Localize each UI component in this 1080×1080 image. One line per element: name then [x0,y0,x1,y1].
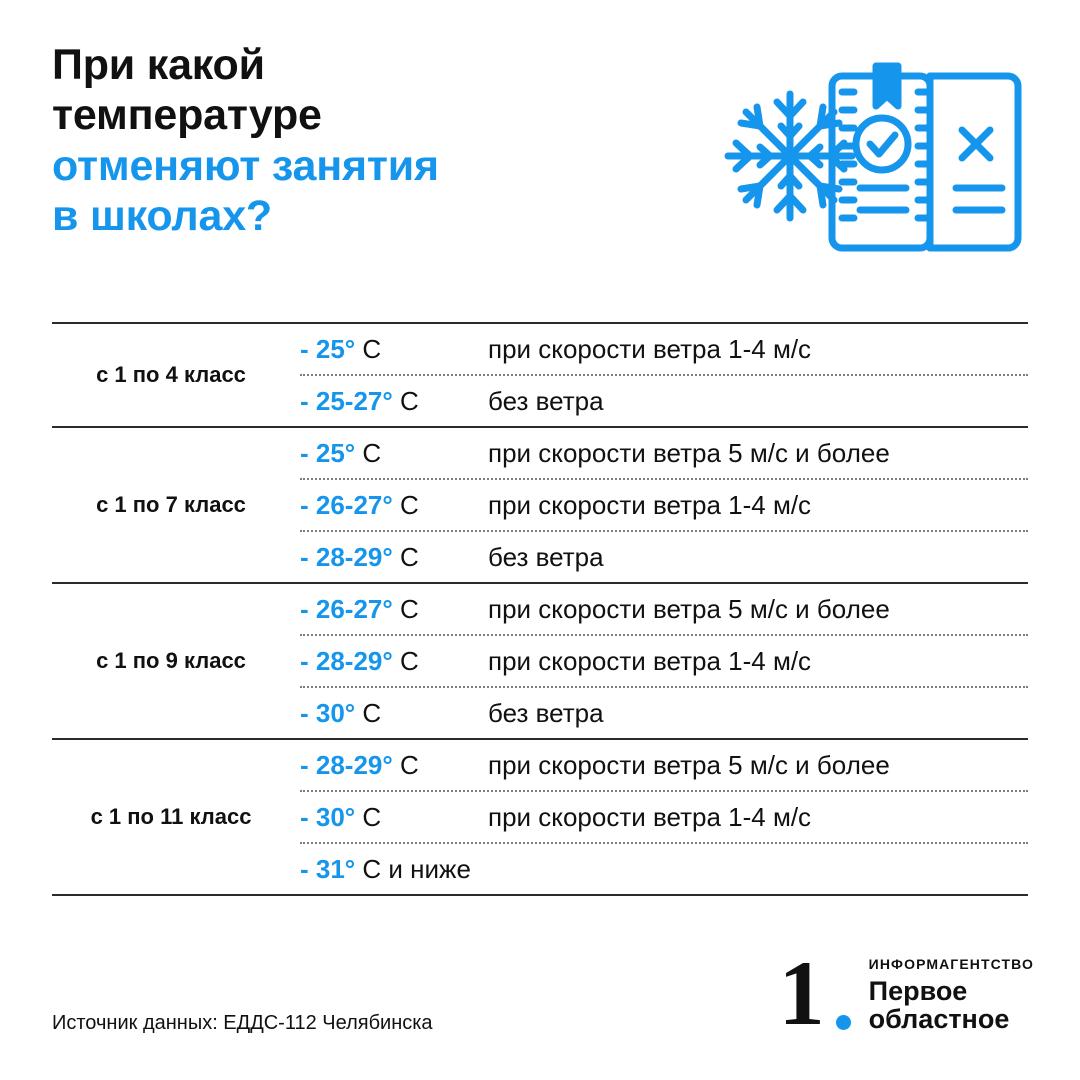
snowflake-and-journal-icon [712,28,1042,263]
table-group [52,738,1028,896]
conditions-list [300,740,1028,894]
condition-row [300,324,1028,374]
grade-label: с 1 по 9 класс [96,648,246,673]
condition-row [300,478,1028,530]
grade-label: с 1 по 11 класс [90,804,252,829]
title-line-3: отменяют занятия [52,141,439,190]
logo-numeral-mark [778,942,853,1044]
title-line-2: температуре [52,91,322,140]
temperature-value: - 28-29° С [300,645,419,676]
temperature-value: - 30° С [300,697,382,728]
table-row [52,584,1028,738]
temperature-value: - 25° С [300,437,382,468]
condition-row [300,584,1028,634]
logo-wordmark [869,956,1034,1036]
grade-label: с 1 по 4 класс [96,362,246,387]
temperature-value: - 26-27° С [300,593,419,624]
condition-text: при скорости ветра 1-4 м/с [488,489,812,520]
condition-row [300,740,1028,790]
temperature-value: - 28-29° С [300,749,419,780]
logo-kicker: ИНФОРМАГЕНТСТВО [868,955,1034,972]
table-group [52,426,1028,582]
condition-text: без ветра [488,541,604,572]
source-note: Источник данных: ЕДДС-112 Челябинска [52,1012,433,1034]
page-title [52,40,692,241]
temperature-value: - 30° С [300,801,382,832]
condition-row [300,530,1028,582]
temperature-table [52,322,1028,896]
logo-dot-icon [836,1015,851,1030]
condition-text: без ветра [488,385,604,416]
condition-text: при скорости ветра 1-4 м/с [488,645,812,676]
condition-row [300,374,1028,426]
table-row [52,428,1028,582]
temperature-value: - 26-27° С [300,489,419,520]
conditions-list [300,324,1028,426]
grade-label: с 1 по 7 класс [96,492,246,517]
temperature-value: - 28-29° С [300,541,419,572]
table-group [52,322,1028,426]
condition-text: без ветра [488,697,604,728]
table-row [52,324,1028,426]
condition-row [300,842,1028,894]
condition-row [300,686,1028,738]
temperature-value: - 31° С и ниже [300,853,471,884]
condition-row [300,790,1028,842]
condition-text: при скорости ветра 1-4 м/с [488,333,812,364]
condition-row [300,428,1028,478]
table-row [52,740,1028,894]
condition-text: при скорости ветра 5 м/с и более [488,749,890,780]
logo-name-line-2: областное [868,1004,1010,1035]
title-line-1: При какой [52,41,265,89]
title-line-4: в школах? [52,191,272,240]
condition-text: при скорости ветра 5 м/с и более [488,593,890,624]
condition-row [300,634,1028,686]
logo-name-line-1: Первое [868,975,968,1006]
temperature-value: - 25-27° С [300,385,419,416]
logo [778,942,1034,1044]
conditions-list [300,428,1028,582]
temperature-value: - 25° С [300,333,382,364]
logo-numeral: 1 [778,942,821,1044]
conditions-list [300,584,1028,738]
table-group [52,582,1028,738]
condition-text: при скорости ветра 5 м/с и более [488,437,890,468]
condition-text: при скорости ветра 1-4 м/с [488,801,812,832]
